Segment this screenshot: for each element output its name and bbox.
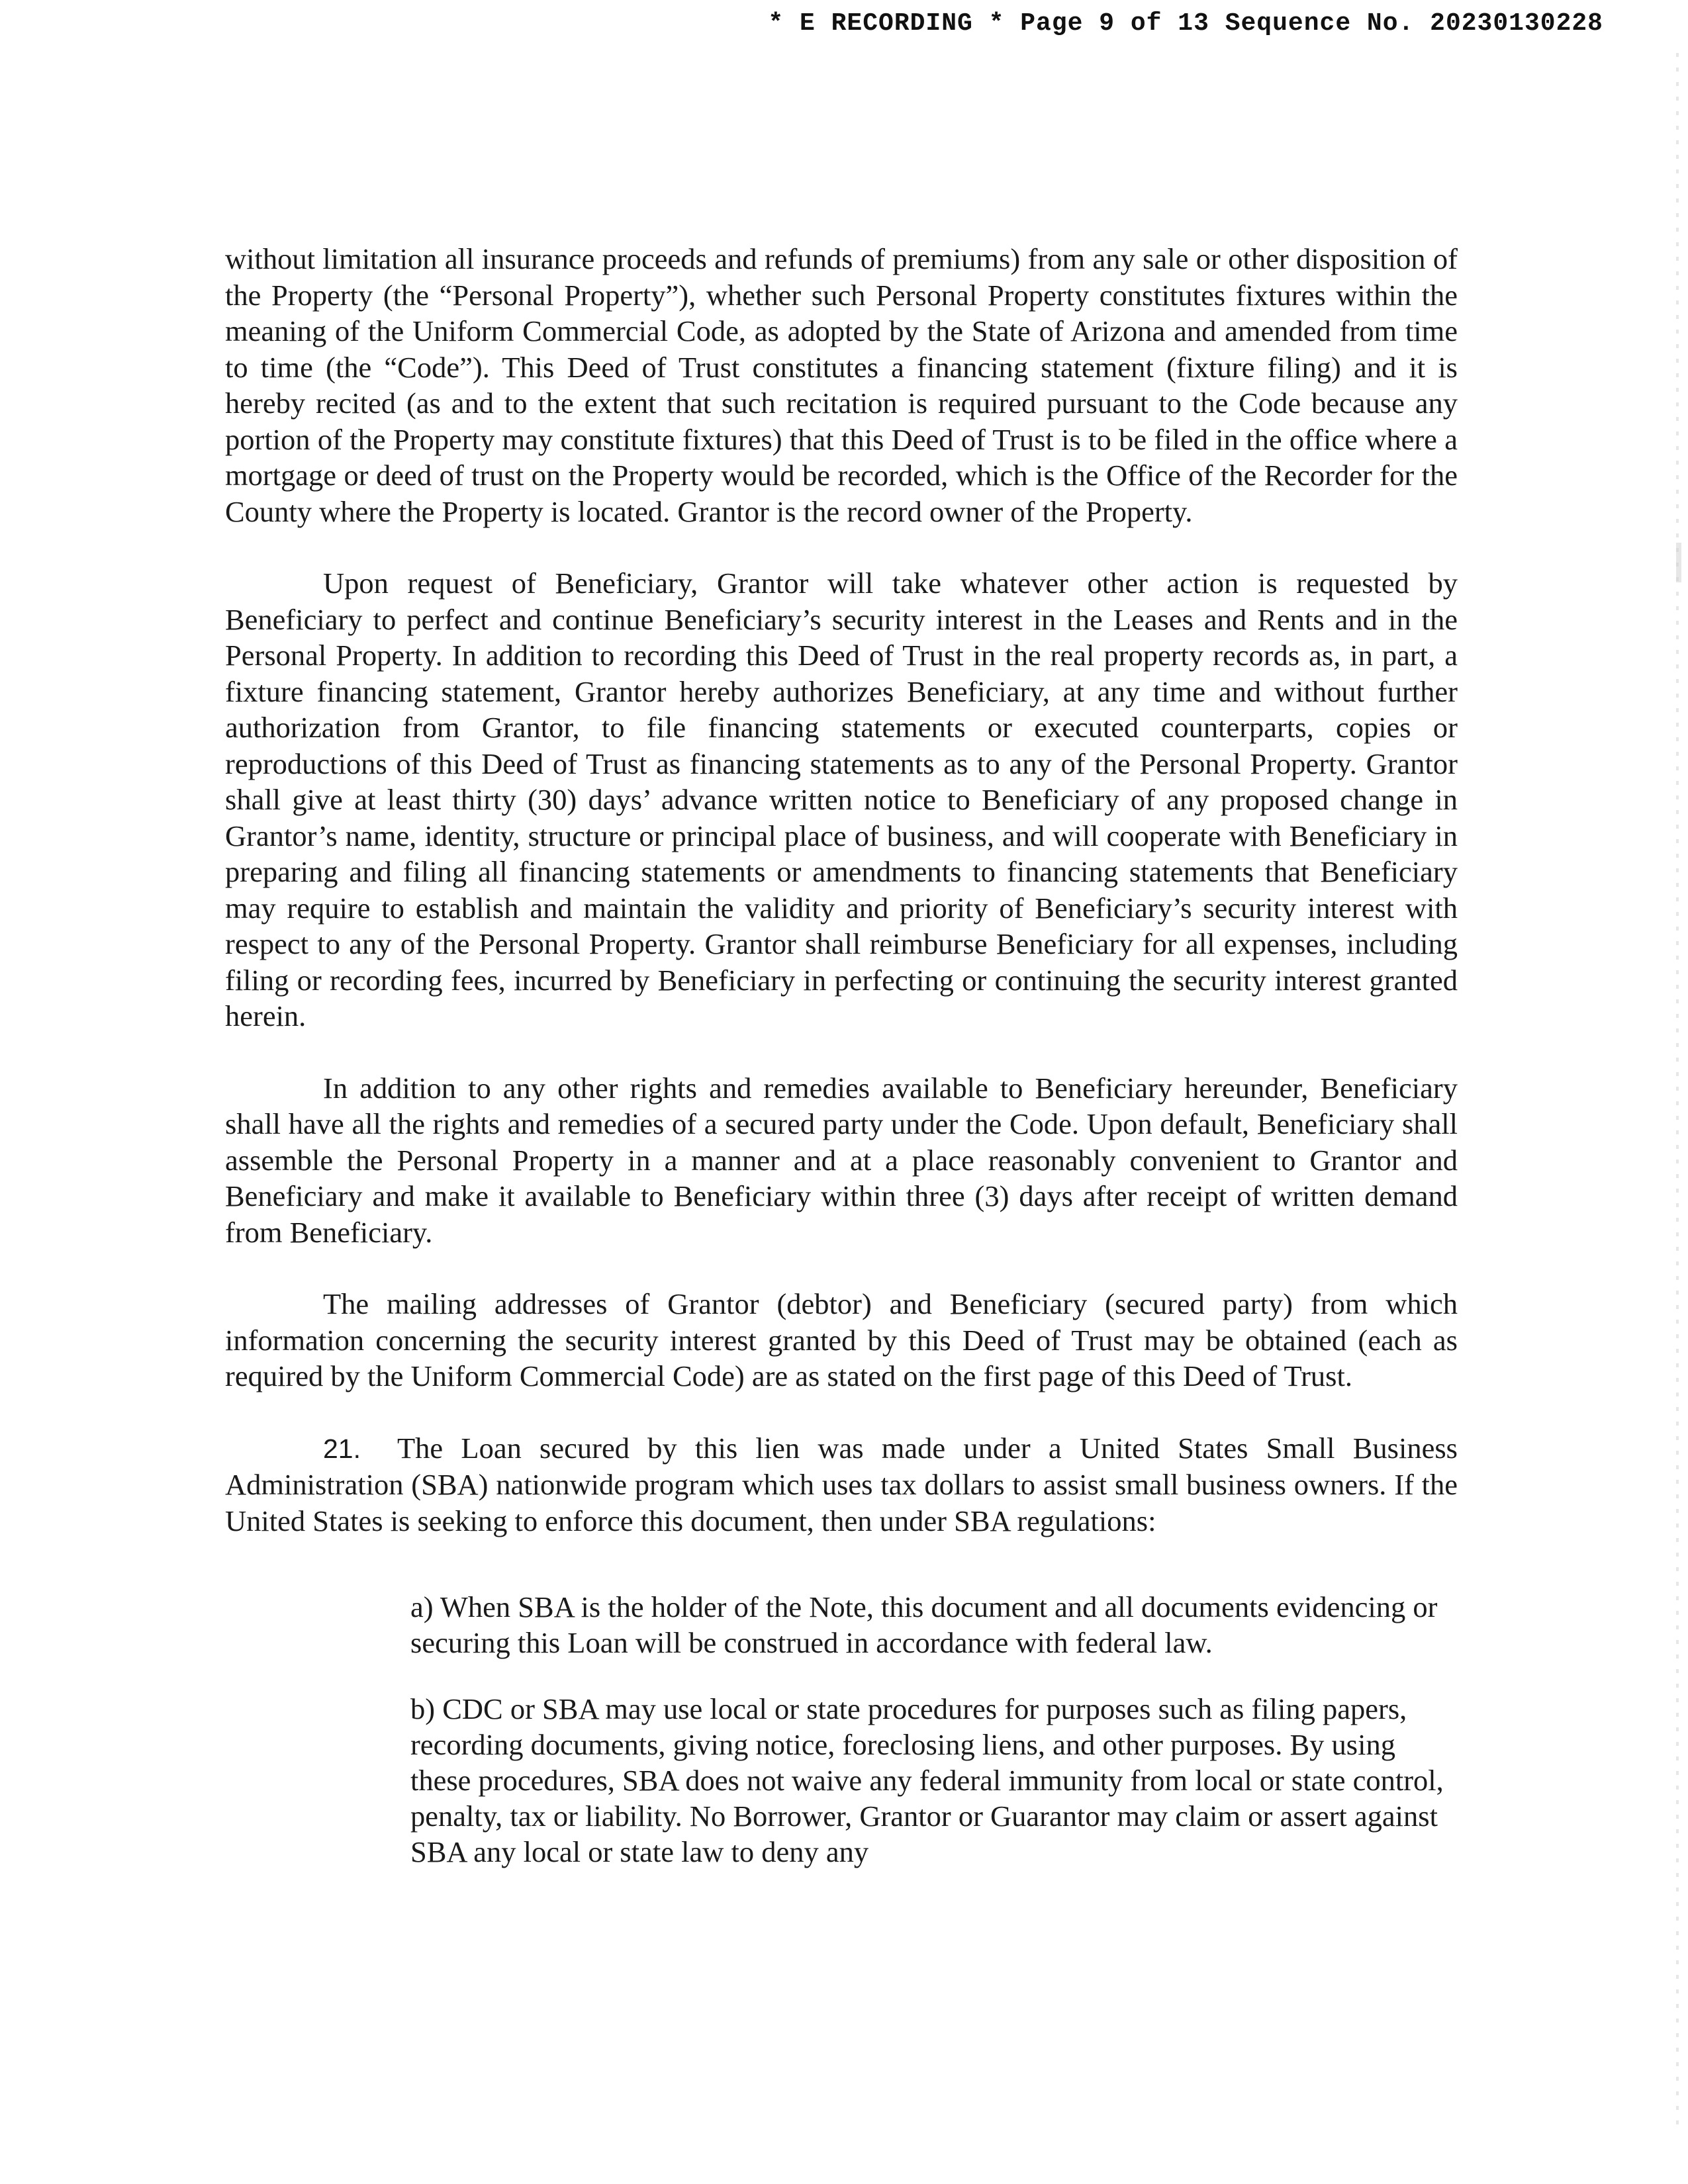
paragraph-rights-remedies: In addition to any other rights and remedies available to Beneficiary hereunder, Beneficiary shall have all the rights and remedies of a secured party under the Code. Upon default, Beneficiary shall assemble the Personal Property in a manner and at a place reasonably convenient to Grantor and Beneficiary and make it available to Beneficiary within three (3) days after receipt of written demand from Beneficiary. (225, 1071, 1458, 1249)
document-body (225, 241, 1458, 1900)
section-21-text: The Loan secured by this lien was made under a United States Small Business Administration (SBA) nationwide program which uses tax dollars to assist small business owners. If the United States is seeking to enforce this document, then under SBA regulations: (225, 1431, 1458, 1537)
sub-item-b: b) CDC or SBA may use local or state procedures for purposes such as filing papers, recording documents, giving notice, foreclosing liens, and other purposes. By using these procedures, SBA does not waive any federal immunity from local or state control, penalty, tax or liability. No Borrower, Grantor or Guarantor may claim or assert against SBA any local or state law to deny any (410, 1692, 1444, 1868)
paragraph-personal-property: without limitation all insurance proceeds and refunds of premiums) from any sale or other disposition of the Property (the “Personal Property”), whether such Personal Property constitutes fixtures within the meaning of the Uniform Commercial Code, as adopted by the State of Arizona and amended from time to time (the “Code”). This Deed of Trust constitutes a financing statement (fixture filing) and it is hereby recited (as and to the extent that such recitation is required pursuant to the Code because any portion of the Property may constitute fixtures) that this Deed of Trust is to be filed in the office where a mortgage or deed of trust on the Property would be recorded, which is the Office of the Recorder for the County where the Property is located. Grantor is the record owner of the Property. (225, 242, 1458, 528)
recording-header: * E RECORDING * Page 9 of 13 Sequence No. 20230130228 (768, 9, 1603, 38)
scan-edge-artifact (1676, 53, 1679, 2131)
section-21 (225, 1430, 1458, 1539)
paragraph-mailing-addresses: The mailing addresses of Grantor (debtor) and Beneficiary (secured party) from which information concerning the security interest granted by this Deed of Trust may be obtained (each as required by the Uniform Commercial Code) are as stated on the first page of this Deed of Trust. (225, 1287, 1458, 1392)
paragraph-beneficiary-request: Upon request of Beneficiary, Grantor will take whatever other action is requested by Beneficiary to perfect and continue Beneficiary’s security interest in the Leases and Rents and in the Personal Property. In addition to recording this Deed of Trust in the real property records as, in part, a fixture financing statement, Grantor hereby authorizes Beneficiary, at any time and without further authorization from Grantor, to file financing statements or executed counterparts, copies or reproductions of this Deed of Trust as financing statements as to any of the Personal Property. Grantor shall give at least thirty (30) days’ advance written notice to Beneficiary of any proposed change in Grantor’s name, identity, structure or principal place of business, and will cooperate with Beneficiary in preparing and filing all financing statements or amendments to financing statements that Beneficiary may require to establish and maintain the validity and priority of Beneficiary’s security interest with respect to any of the Personal Property. Grantor shall reimburse Beneficiary for all expenses, including filing or recording fees, incurred by Beneficiary in perfecting or continuing the security interest granted herein. (225, 567, 1458, 1032)
scan-speck-artifact (1676, 543, 1681, 582)
sub-item-a: a) When SBA is the holder of the Note, this document and all documents evidencing or securing this Loan will be construed in accordance with federal law. (410, 1590, 1438, 1659)
section-21-number: 21. (323, 1433, 361, 1464)
